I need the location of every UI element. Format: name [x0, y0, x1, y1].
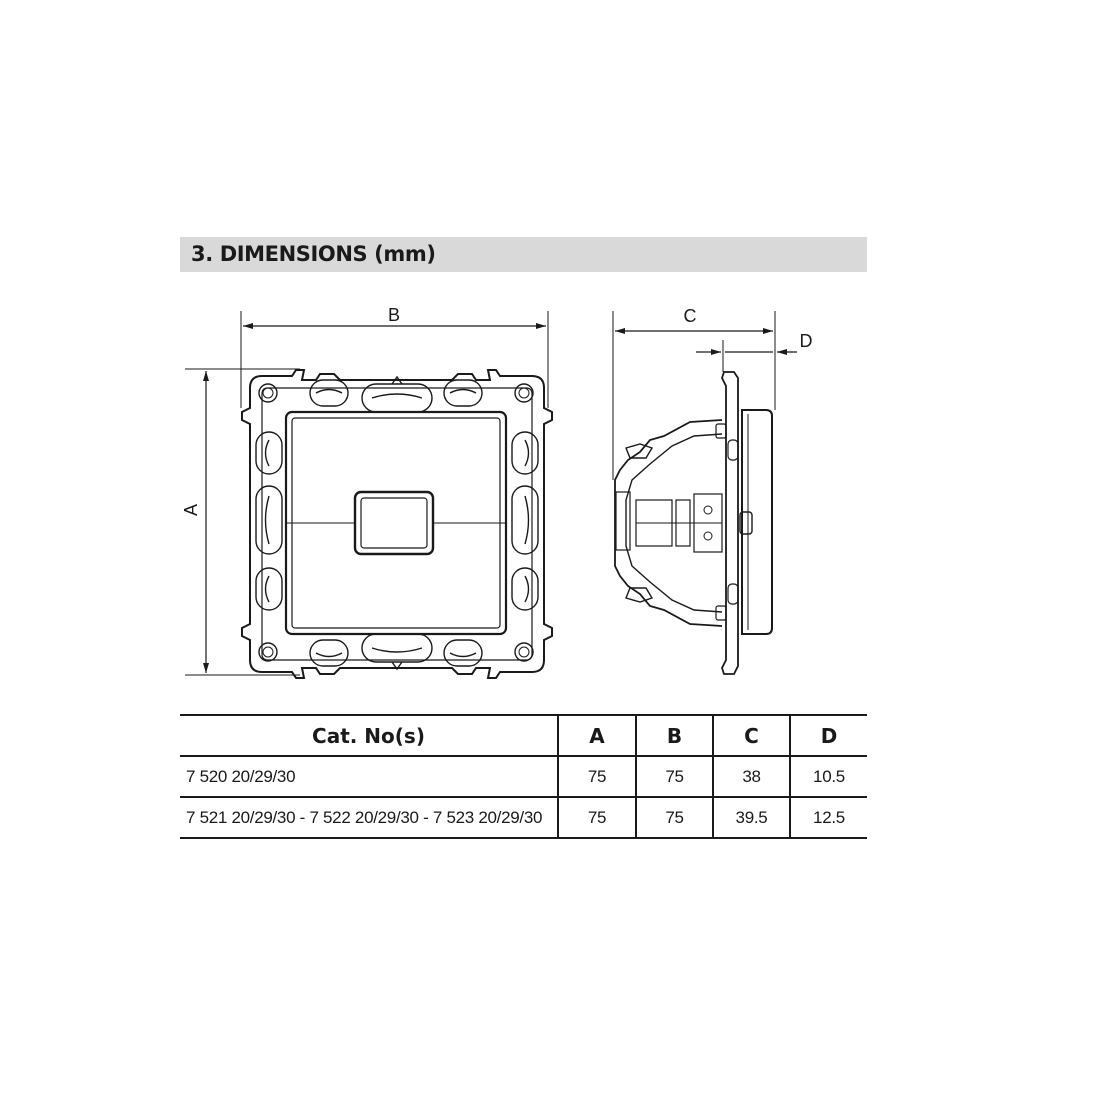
table-row: [180, 756, 867, 797]
label-c: C: [683, 306, 697, 326]
cell-a: 75: [558, 797, 636, 838]
label-b: B: [387, 305, 401, 325]
cell-c: 38: [713, 756, 790, 797]
table-row: [180, 797, 867, 838]
side-cover: [742, 410, 772, 634]
side-view: [613, 311, 797, 674]
center-port: [355, 492, 433, 554]
header-a: A: [558, 715, 636, 756]
header-d: D: [790, 715, 867, 756]
table-header-row: [180, 715, 867, 756]
cell-b: 75: [636, 756, 713, 797]
header-c: C: [713, 715, 790, 756]
cell-cat: 7 520 20/29/30: [180, 756, 558, 797]
cell-cat: 7 521 20/29/30 - 7 522 20/29/30 - 7 523 20/29/30: [180, 797, 558, 838]
dimensions-table: [180, 714, 867, 839]
cell-d: 12.5: [790, 797, 867, 838]
cell-a: 75: [558, 756, 636, 797]
label-a: A: [181, 503, 201, 517]
cell-d: 10.5: [790, 756, 867, 797]
header-cat: Cat. No(s): [180, 715, 558, 756]
cell-b: 75: [636, 797, 713, 838]
label-d: D: [799, 331, 813, 351]
front-view: [185, 311, 552, 678]
header-b: B: [636, 715, 713, 756]
section-title: 3. DIMENSIONS (mm): [191, 242, 436, 266]
cell-c: 39.5: [713, 797, 790, 838]
